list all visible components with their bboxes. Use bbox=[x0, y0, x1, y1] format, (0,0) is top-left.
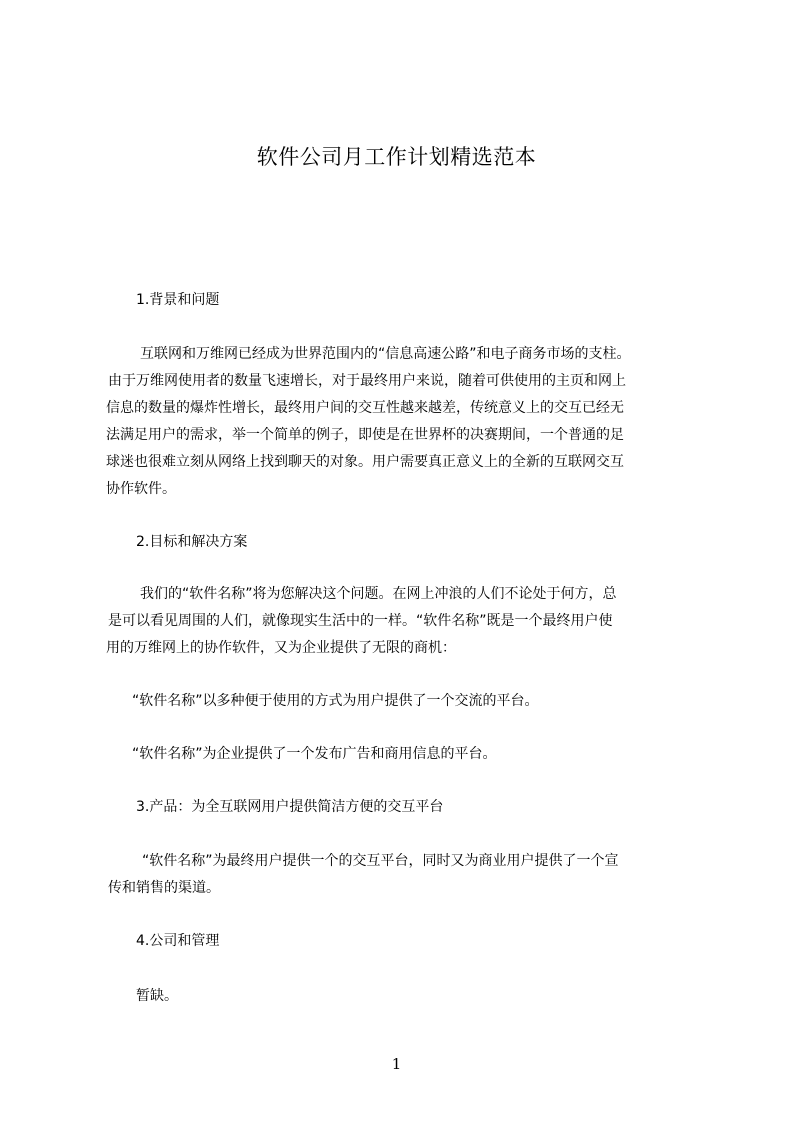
paragraph-line: 我们的“软件名称”将为您解决这个问题。在网上冲浪的人们不论处于何方，总 bbox=[140, 586, 617, 602]
section-heading: 1.背景和问题 bbox=[136, 292, 220, 308]
section-heading: 4.公司和管理 bbox=[136, 933, 220, 949]
paragraph-line: “软件名称”以多种便于使用的方式为用户提供了一个交流的平台。 bbox=[132, 693, 539, 709]
paragraph-line: 法满足用户的需求，举一个简单的例子，即使是在世界杯的决赛期间，一个普通的足 bbox=[106, 427, 624, 443]
page-number: 1 bbox=[391, 1055, 402, 1073]
paragraph-line: 信息的数量的爆炸性增长，最终用户间的交互性越来越差，传统意义上的交互已经无 bbox=[106, 400, 624, 416]
paragraph-line: 协作软件。 bbox=[106, 481, 176, 497]
paragraph-line: 暂缺。 bbox=[136, 988, 178, 1004]
paragraph-line: 互联网和万维网已经成为世界范围内的“信息高速公路”和电子商务市场的支柱。 bbox=[140, 346, 631, 362]
document-title: 软件公司月工作计划精选范本 bbox=[256, 145, 537, 169]
paragraph-line: 用的万维网上的协作软件，又为企业提供了无限的商机： bbox=[106, 640, 456, 656]
section-heading: 3.产品：为全互联网用户提供简洁方便的交互平台 bbox=[136, 799, 444, 815]
paragraph-line: 是可以看见周围的人们，就像现实生活中的一样。“软件名称”既是一个最终用户使 bbox=[108, 613, 613, 629]
section-heading: 2.目标和解决方案 bbox=[136, 534, 248, 550]
paragraph-line: 传和销售的渠道。 bbox=[108, 880, 220, 896]
paragraph-line: “软件名称”为企业提供了一个发布广告和商用信息的平台。 bbox=[132, 746, 497, 762]
paragraph-line: 由于万维网使用者的数量飞速增长，对于最终用户来说，随着可供使用的主页和网上 bbox=[108, 373, 626, 389]
paragraph-line: 球迷也很难立刻从网络上找到聊天的对象。用户需要真正意义上的全新的互联网交互 bbox=[106, 454, 624, 470]
paragraph-line: “软件名称”为最终用户提供一个的交互平台，同时又为商业用户提供了一个宣 bbox=[142, 853, 619, 869]
